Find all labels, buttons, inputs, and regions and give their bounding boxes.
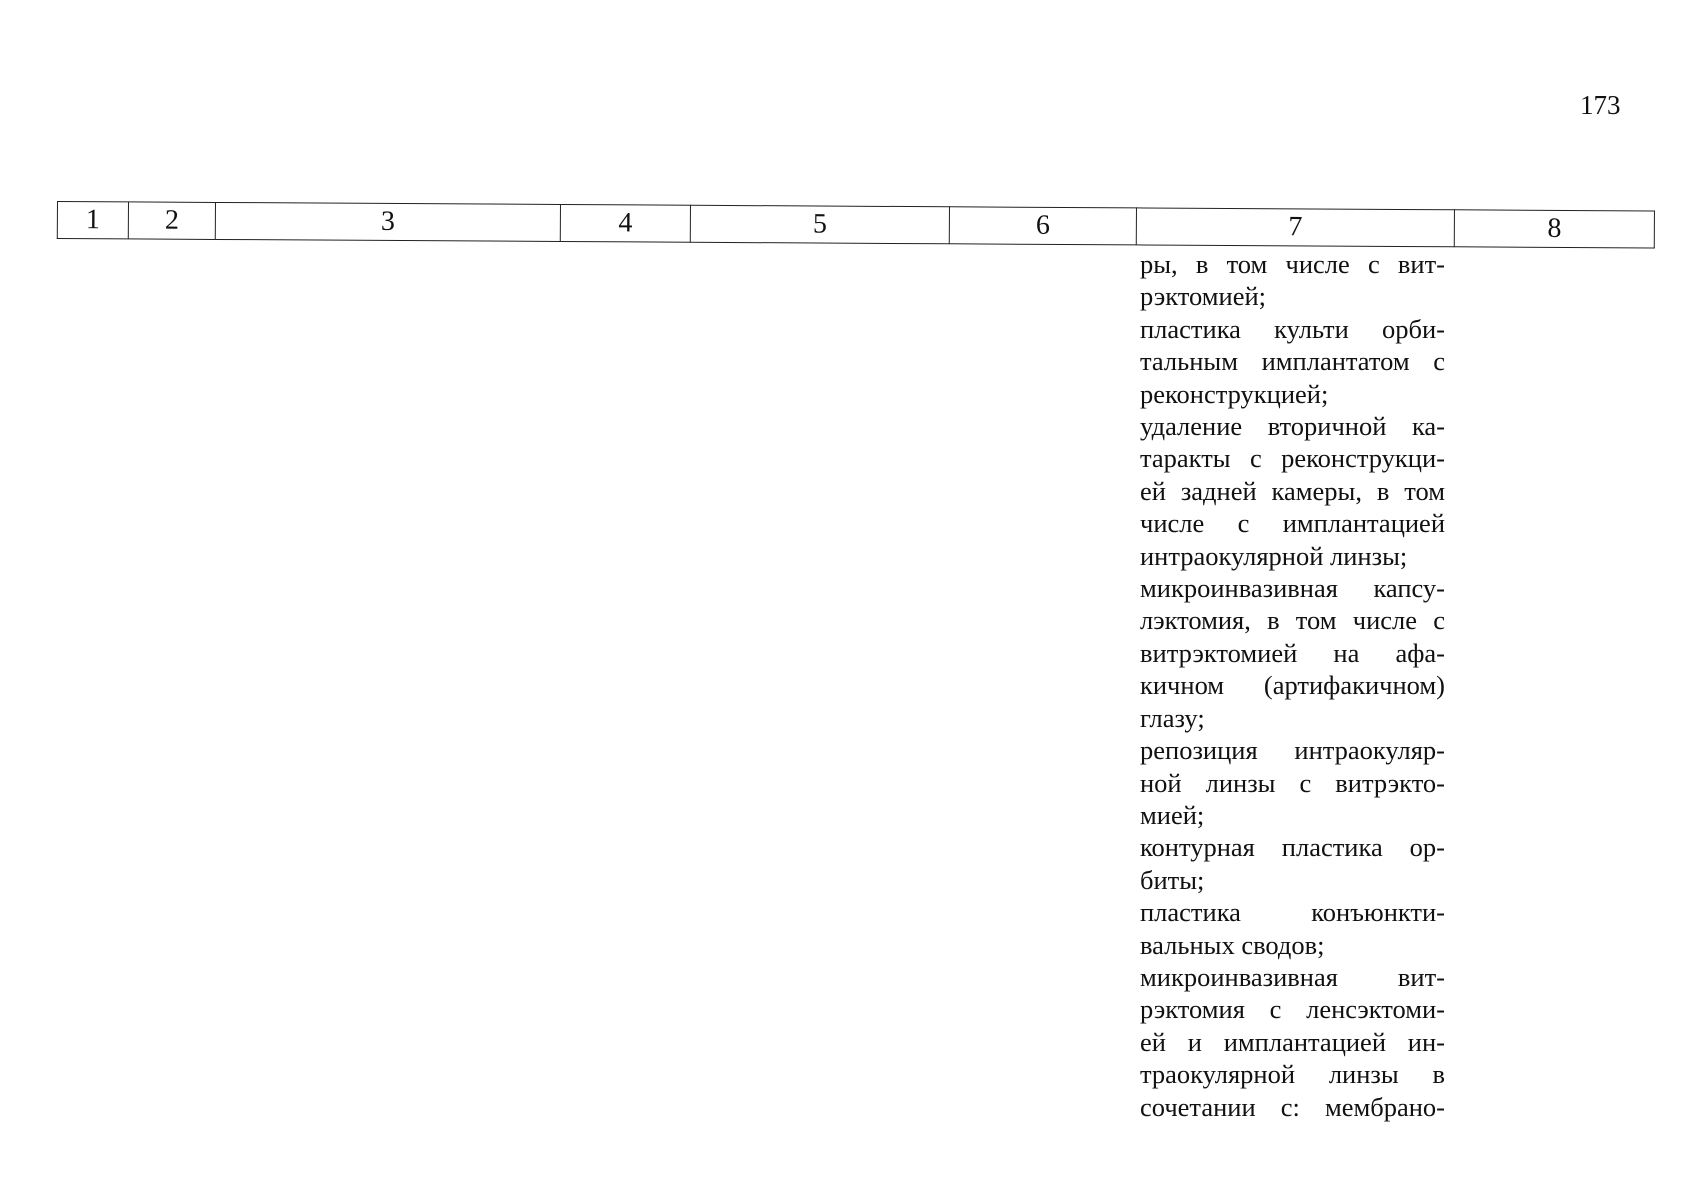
text-line: ной линзы с витрэкто- [1140,767,1445,798]
text-line: пластика конъюнкти- [1140,897,1445,928]
text-line: витрэктомией на афа- [1140,637,1445,668]
column-number-2: 2 [128,202,215,240]
column-number-5: 5 [690,205,949,244]
column-number-8: 8 [1454,210,1654,248]
column-number-header-table [57,201,1655,248]
text-line: рэктомией; [1140,281,1267,312]
column-7-procedures-text [1140,248,1445,1123]
column-number-7: 7 [1136,208,1454,247]
text-line: ры, в том числе с вит- [1140,249,1445,279]
text-line: сочетании с: мембрано- [1140,1091,1445,1122]
column-number-4: 4 [560,204,690,242]
text-line: таракты с реконструкци- [1140,443,1445,474]
text-line: кичном (артифакичном) [1140,670,1445,701]
text-line: реконструкцией; [1140,378,1329,409]
text-line: числе с имплантацией [1140,508,1445,539]
text-line: интраокулярной линзы; [1140,540,1408,571]
column-number-3: 3 [215,202,560,241]
text-line: глазу; [1140,702,1205,733]
text-line: рэктомия с ленсэктоми- [1140,994,1445,1025]
text-line: репозиция интраокуляр- [1140,735,1445,766]
text-line: вальных сводов; [1140,929,1325,960]
text-line: траокулярной линзы в [1140,1059,1445,1090]
header-row [57,202,1654,248]
text-line: ей и имплантацией ин- [1140,1026,1445,1057]
page-number: 173 [1580,90,1621,120]
column-number-1: 1 [57,202,128,239]
text-line: пластика культи орби- [1140,313,1445,344]
text-line: контурная пластика ор- [1140,832,1445,863]
column-number-6: 6 [949,207,1136,245]
text-line: биты; [1140,864,1205,895]
text-line: мией; [1140,799,1205,830]
text-line: микроинвазивная капсу- [1140,573,1445,604]
text-line: ей задней камеры, в том [1140,475,1445,506]
text-line: микроинвазивная вит- [1140,961,1445,992]
text-line: тальным имплантатом с [1140,346,1445,377]
text-line: лэктомия, в том числе с [1140,605,1445,636]
text-line: удаление вторичной ка- [1140,411,1445,442]
